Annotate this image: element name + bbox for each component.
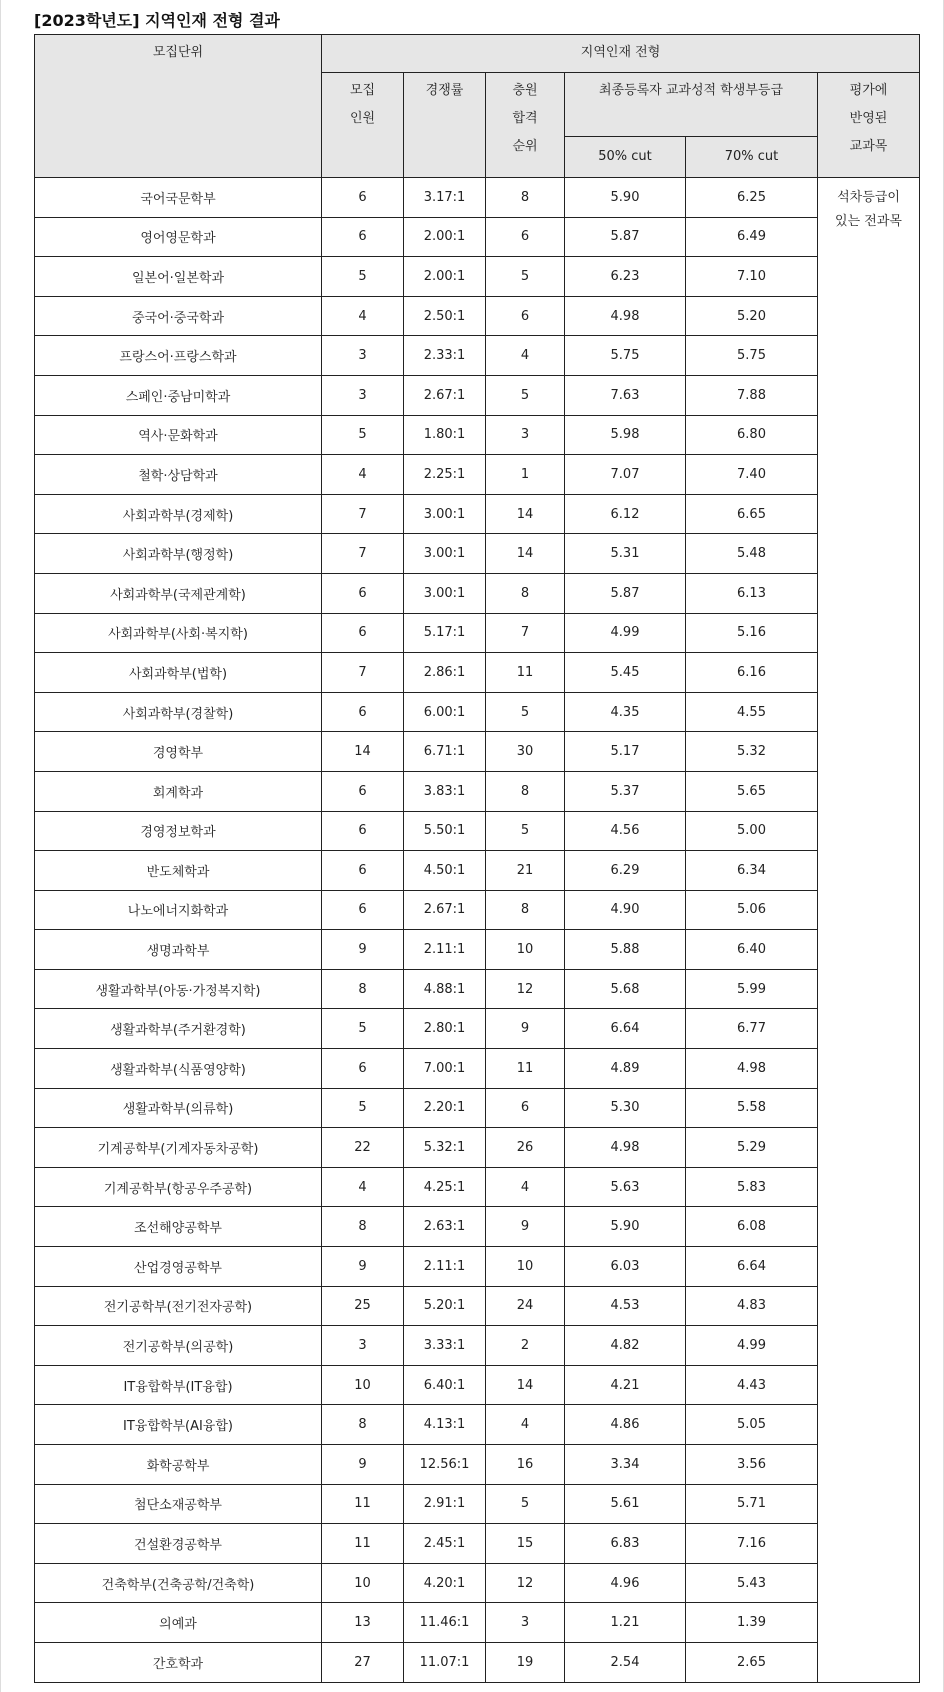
- cell-rank: 4: [486, 1405, 565, 1445]
- cell-cut50: 5.37: [565, 771, 686, 811]
- cell-unit: 역사·문화학과: [35, 415, 322, 455]
- cell-cut70: 5.20: [686, 296, 818, 336]
- table-row: [35, 771, 920, 811]
- cell-cut50: 6.03: [565, 1247, 686, 1287]
- cell-unit: 나노에너지화학과: [35, 890, 322, 930]
- cell-cut50: 4.99: [565, 613, 686, 653]
- cell-cut50: 7.63: [565, 375, 686, 415]
- cell-rank: 6: [486, 217, 565, 257]
- cell-rank: 14: [486, 534, 565, 574]
- cell-quota: 10: [322, 1563, 404, 1603]
- cell-cut70: 5.83: [686, 1167, 818, 1207]
- table-row: [35, 1247, 920, 1287]
- cell-cut50: 5.30: [565, 1088, 686, 1128]
- cell-cut70: 5.75: [686, 336, 818, 376]
- cell-quota: 6: [322, 217, 404, 257]
- cell-rank: 24: [486, 1286, 565, 1326]
- table-row: [35, 455, 920, 495]
- cell-rank: 8: [486, 890, 565, 930]
- cell-competition: 2.11:1: [404, 930, 486, 970]
- cell-rank: 5: [486, 257, 565, 297]
- page-title: [2023학년도] 지역인재 전형 결과: [34, 11, 280, 30]
- cell-unit: 기계공학부(기계자동차공학): [35, 1128, 322, 1168]
- cell-quota: 5: [322, 1009, 404, 1049]
- cell-unit: 기계공학부(항공우주공학): [35, 1167, 322, 1207]
- cell-cut70: 7.88: [686, 375, 818, 415]
- cell-cut50: 5.63: [565, 1167, 686, 1207]
- cell-quota: 6: [322, 1049, 404, 1089]
- cell-rank: 5: [486, 1484, 565, 1524]
- cell-quota: 8: [322, 969, 404, 1009]
- cell-rank: 10: [486, 1247, 565, 1287]
- cell-cut50: 4.56: [565, 811, 686, 851]
- cell-unit: 생명과학부: [35, 930, 322, 970]
- cell-rank: 9: [486, 1009, 565, 1049]
- table-row: [35, 1603, 920, 1643]
- cell-competition: 3.17:1: [404, 178, 486, 218]
- cell-cut50: 4.98: [565, 296, 686, 336]
- cell-cut50: 3.34: [565, 1445, 686, 1485]
- cell-quota: 6: [322, 890, 404, 930]
- cell-rank: 15: [486, 1524, 565, 1564]
- cell-quota: 22: [322, 1128, 404, 1168]
- cell-rank: 14: [486, 1365, 565, 1405]
- cell-cut50: 6.83: [565, 1524, 686, 1564]
- cell-unit: 중국어·중국학과: [35, 296, 322, 336]
- cell-quota: 6: [322, 573, 404, 613]
- cell-unit: 사회과학부(행정학): [35, 534, 322, 574]
- cell-cut50: 4.89: [565, 1049, 686, 1089]
- cell-competition: 5.50:1: [404, 811, 486, 851]
- cell-cut50: 1.21: [565, 1603, 686, 1643]
- cell-competition: 2.33:1: [404, 336, 486, 376]
- cell-cut70: 5.29: [686, 1128, 818, 1168]
- table-row: [35, 1286, 920, 1326]
- header-rank: 충원 합격 순위: [486, 73, 565, 178]
- cell-unit: 생활과학부(식품영양학): [35, 1049, 322, 1089]
- cell-rank: 12: [486, 1563, 565, 1603]
- cell-quota: 6: [322, 851, 404, 891]
- cell-subjects: 석차등급이 있는 전과목: [818, 178, 920, 1683]
- cell-cut70: 6.40: [686, 930, 818, 970]
- cell-quota: 6: [322, 178, 404, 218]
- cell-rank: 21: [486, 851, 565, 891]
- cell-cut70: 4.83: [686, 1286, 818, 1326]
- cell-rank: 19: [486, 1642, 565, 1682]
- cell-competition: 4.50:1: [404, 851, 486, 891]
- cell-cut70: 6.25: [686, 178, 818, 218]
- cell-rank: 4: [486, 336, 565, 376]
- cell-cut50: 5.88: [565, 930, 686, 970]
- cell-rank: 12: [486, 969, 565, 1009]
- cell-cut70: 5.00: [686, 811, 818, 851]
- cell-cut70: 6.77: [686, 1009, 818, 1049]
- cell-competition: 2.80:1: [404, 1009, 486, 1049]
- cell-quota: 7: [322, 534, 404, 574]
- cell-competition: 5.17:1: [404, 613, 486, 653]
- cell-unit: 사회과학부(경찰학): [35, 692, 322, 732]
- cell-cut70: 4.55: [686, 692, 818, 732]
- cell-competition: 4.13:1: [404, 1405, 486, 1445]
- table-row: [35, 534, 920, 574]
- header-subjects: 평가에 반영된 교과목: [818, 73, 920, 178]
- cell-competition: 2.67:1: [404, 890, 486, 930]
- table-row: [35, 1524, 920, 1564]
- cell-quota: 10: [322, 1365, 404, 1405]
- cell-quota: 3: [322, 1326, 404, 1366]
- header-grades: 최종등록자 교과성적 학생부등급: [565, 73, 818, 137]
- cell-rank: 26: [486, 1128, 565, 1168]
- cell-competition: 2.00:1: [404, 257, 486, 297]
- cell-unit: 영어영문학과: [35, 217, 322, 257]
- table-row: [35, 1484, 920, 1524]
- cell-unit: 국어국문학부: [35, 178, 322, 218]
- cell-unit: 건설환경공학부: [35, 1524, 322, 1564]
- cell-rank: 1: [486, 455, 565, 495]
- cell-unit: 생활과학부(아동·가정복지학): [35, 969, 322, 1009]
- cell-quota: 13: [322, 1603, 404, 1643]
- cell-competition: 2.45:1: [404, 1524, 486, 1564]
- table-row: [35, 336, 920, 376]
- cell-cut70: 5.99: [686, 969, 818, 1009]
- table-row: [35, 1009, 920, 1049]
- cell-cut70: 4.43: [686, 1365, 818, 1405]
- table-row: [35, 653, 920, 693]
- cell-quota: 4: [322, 296, 404, 336]
- cell-competition: 6.71:1: [404, 732, 486, 772]
- cell-cut70: 5.48: [686, 534, 818, 574]
- cell-cut70: 5.06: [686, 890, 818, 930]
- cell-rank: 9: [486, 1207, 565, 1247]
- table-row: [35, 1128, 920, 1168]
- table-row: [35, 573, 920, 613]
- cell-unit: 전기공학부(전기전자공학): [35, 1286, 322, 1326]
- cell-unit: 산업경영공학부: [35, 1247, 322, 1287]
- table-row: [35, 375, 920, 415]
- table-row: [35, 1445, 920, 1485]
- cell-competition: 7.00:1: [404, 1049, 486, 1089]
- cell-cut70: 5.65: [686, 771, 818, 811]
- cell-quota: 3: [322, 375, 404, 415]
- cell-quota: 6: [322, 613, 404, 653]
- cell-cut70: 6.16: [686, 653, 818, 693]
- cell-competition: 3.00:1: [404, 573, 486, 613]
- table-row: [35, 890, 920, 930]
- cell-unit: 첨단소재공학부: [35, 1484, 322, 1524]
- cell-cut50: 4.98: [565, 1128, 686, 1168]
- cell-quota: 4: [322, 455, 404, 495]
- cell-unit: 간호학과: [35, 1642, 322, 1682]
- cell-competition: 2.86:1: [404, 653, 486, 693]
- cell-competition: 3.00:1: [404, 534, 486, 574]
- cell-quota: 8: [322, 1207, 404, 1247]
- cell-quota: 5: [322, 257, 404, 297]
- cell-rank: 5: [486, 811, 565, 851]
- cell-competition: 2.00:1: [404, 217, 486, 257]
- cell-competition: 2.50:1: [404, 296, 486, 336]
- cell-unit: 사회과학부(국제관계학): [35, 573, 322, 613]
- cell-competition: 6.00:1: [404, 692, 486, 732]
- cell-unit: 철학·상담학과: [35, 455, 322, 495]
- cell-quota: 11: [322, 1484, 404, 1524]
- table-row: [35, 811, 920, 851]
- cell-competition: 11.46:1: [404, 1603, 486, 1643]
- cell-rank: 5: [486, 692, 565, 732]
- cell-cut50: 5.87: [565, 573, 686, 613]
- cell-competition: 5.20:1: [404, 1286, 486, 1326]
- cell-unit: 경영학부: [35, 732, 322, 772]
- cell-cut70: 6.65: [686, 494, 818, 534]
- cell-quota: 14: [322, 732, 404, 772]
- cell-quota: 6: [322, 692, 404, 732]
- cell-cut50: 5.98: [565, 415, 686, 455]
- cell-rank: 11: [486, 653, 565, 693]
- cell-competition: 4.88:1: [404, 969, 486, 1009]
- cell-competition: 4.20:1: [404, 1563, 486, 1603]
- cell-competition: 4.25:1: [404, 1167, 486, 1207]
- cell-cut70: 5.32: [686, 732, 818, 772]
- cell-competition: 2.63:1: [404, 1207, 486, 1247]
- cell-cut70: 4.99: [686, 1326, 818, 1366]
- results-table: [34, 34, 920, 1683]
- cell-cut70: 5.71: [686, 1484, 818, 1524]
- cell-quota: 5: [322, 415, 404, 455]
- cell-unit: 생활과학부(주거환경학): [35, 1009, 322, 1049]
- cell-competition: 2.67:1: [404, 375, 486, 415]
- table-row: [35, 692, 920, 732]
- cell-rank: 2: [486, 1326, 565, 1366]
- cell-unit: IT융합학부(IT융합): [35, 1365, 322, 1405]
- table-row: [35, 969, 920, 1009]
- cell-quota: 9: [322, 1247, 404, 1287]
- cell-competition: 12.56:1: [404, 1445, 486, 1485]
- cell-competition: 5.32:1: [404, 1128, 486, 1168]
- cell-cut50: 5.75: [565, 336, 686, 376]
- table-row: [35, 1207, 920, 1247]
- cell-cut70: 7.40: [686, 455, 818, 495]
- header-competition: 경쟁률: [404, 73, 486, 178]
- cell-competition: 2.11:1: [404, 1247, 486, 1287]
- cell-cut70: 7.16: [686, 1524, 818, 1564]
- cell-cut50: 4.53: [565, 1286, 686, 1326]
- table-row: [35, 1365, 920, 1405]
- cell-unit: 사회과학부(사회·복지학): [35, 613, 322, 653]
- cell-cut70: 5.16: [686, 613, 818, 653]
- header-quota: 모집 인원: [322, 73, 404, 178]
- cell-quota: 25: [322, 1286, 404, 1326]
- table-row: [35, 1563, 920, 1603]
- cell-unit: 사회과학부(법학): [35, 653, 322, 693]
- cell-cut70: 3.56: [686, 1445, 818, 1485]
- cell-unit: 사회과학부(경제학): [35, 494, 322, 534]
- cell-rank: 16: [486, 1445, 565, 1485]
- cell-quota: 8: [322, 1405, 404, 1445]
- table-row: [35, 851, 920, 891]
- cell-competition: 2.20:1: [404, 1088, 486, 1128]
- table-row: [35, 217, 920, 257]
- header-track: 지역인재 전형: [322, 35, 920, 73]
- cell-cut50: 4.90: [565, 890, 686, 930]
- table-row: [35, 732, 920, 772]
- header-cut70: 70% cut: [686, 137, 818, 178]
- cell-cut70: 5.05: [686, 1405, 818, 1445]
- cell-cut70: 6.80: [686, 415, 818, 455]
- cell-rank: 3: [486, 1603, 565, 1643]
- cell-cut70: 6.13: [686, 573, 818, 613]
- cell-cut50: 6.23: [565, 257, 686, 297]
- table-row: [35, 1049, 920, 1089]
- cell-quota: 6: [322, 771, 404, 811]
- cell-unit: 스페인·중남미학과: [35, 375, 322, 415]
- cell-quota: 6: [322, 811, 404, 851]
- cell-competition: 1.80:1: [404, 415, 486, 455]
- cell-rank: 8: [486, 771, 565, 811]
- cell-quota: 7: [322, 653, 404, 693]
- cell-quota: 27: [322, 1642, 404, 1682]
- cell-cut70: 1.39: [686, 1603, 818, 1643]
- cell-cut50: 4.86: [565, 1405, 686, 1445]
- cell-cut50: 5.61: [565, 1484, 686, 1524]
- table-row: [35, 1642, 920, 1682]
- cell-cut70: 7.10: [686, 257, 818, 297]
- cell-unit: 반도체학과: [35, 851, 322, 891]
- table-row: [35, 1167, 920, 1207]
- table-row: [35, 613, 920, 653]
- cell-competition: 2.25:1: [404, 455, 486, 495]
- cell-cut50: 5.17: [565, 732, 686, 772]
- cell-unit: 전기공학부(의공학): [35, 1326, 322, 1366]
- cell-rank: 4: [486, 1167, 565, 1207]
- cell-quota: 9: [322, 930, 404, 970]
- table-row: [35, 257, 920, 297]
- cell-cut70: 2.65: [686, 1642, 818, 1682]
- cell-unit: 회계학과: [35, 771, 322, 811]
- cell-competition: 3.83:1: [404, 771, 486, 811]
- table-row: [35, 494, 920, 534]
- cell-rank: 5: [486, 375, 565, 415]
- table-row: [35, 1088, 920, 1128]
- cell-unit: 생활과학부(의류학): [35, 1088, 322, 1128]
- cell-rank: 8: [486, 178, 565, 218]
- cell-cut50: 5.90: [565, 178, 686, 218]
- cell-cut50: 5.31: [565, 534, 686, 574]
- cell-cut50: 5.90: [565, 1207, 686, 1247]
- cell-cut70: 5.58: [686, 1088, 818, 1128]
- cell-quota: 11: [322, 1524, 404, 1564]
- cell-rank: 7: [486, 613, 565, 653]
- cell-cut50: 6.29: [565, 851, 686, 891]
- cell-cut50: 6.12: [565, 494, 686, 534]
- header-unit: 모집단위: [35, 35, 322, 178]
- cell-competition: 6.40:1: [404, 1365, 486, 1405]
- cell-competition: 3.00:1: [404, 494, 486, 534]
- cell-rank: 8: [486, 573, 565, 613]
- cell-quota: 9: [322, 1445, 404, 1485]
- cell-cut70: 4.98: [686, 1049, 818, 1089]
- cell-unit: IT융합학부(AI융합): [35, 1405, 322, 1445]
- cell-cut50: 7.07: [565, 455, 686, 495]
- cell-rank: 30: [486, 732, 565, 772]
- cell-cut50: 2.54: [565, 1642, 686, 1682]
- table-row: [35, 930, 920, 970]
- table-row: [35, 1326, 920, 1366]
- cell-unit: 의예과: [35, 1603, 322, 1643]
- cell-unit: 조선해양공학부: [35, 1207, 322, 1247]
- cell-unit: 일본어·일본학과: [35, 257, 322, 297]
- cell-rank: 14: [486, 494, 565, 534]
- cell-quota: 7: [322, 494, 404, 534]
- cell-quota: 4: [322, 1167, 404, 1207]
- cell-quota: 5: [322, 1088, 404, 1128]
- cell-cut50: 4.21: [565, 1365, 686, 1405]
- table-row: [35, 1405, 920, 1445]
- cell-quota: 3: [322, 336, 404, 376]
- cell-rank: 11: [486, 1049, 565, 1089]
- cell-cut70: 6.64: [686, 1247, 818, 1287]
- table-row: [35, 415, 920, 455]
- table-body: [35, 178, 920, 1683]
- cell-unit: 경영정보학과: [35, 811, 322, 851]
- header-cut50: 50% cut: [565, 137, 686, 178]
- cell-cut70: 5.43: [686, 1563, 818, 1603]
- cell-competition: 2.91:1: [404, 1484, 486, 1524]
- cell-cut50: 4.82: [565, 1326, 686, 1366]
- cell-cut70: 6.08: [686, 1207, 818, 1247]
- cell-cut50: 6.64: [565, 1009, 686, 1049]
- cell-cut50: 5.45: [565, 653, 686, 693]
- cell-competition: 3.33:1: [404, 1326, 486, 1366]
- cell-rank: 6: [486, 296, 565, 336]
- cell-cut50: 5.68: [565, 969, 686, 1009]
- table-row: [35, 178, 920, 218]
- cell-unit: 프랑스어·프랑스학과: [35, 336, 322, 376]
- cell-cut50: 4.35: [565, 692, 686, 732]
- cell-rank: 3: [486, 415, 565, 455]
- cell-unit: 화학공학부: [35, 1445, 322, 1485]
- cell-rank: 6: [486, 1088, 565, 1128]
- cell-cut50: 5.87: [565, 217, 686, 257]
- table-row: [35, 296, 920, 336]
- cell-rank: 10: [486, 930, 565, 970]
- cell-cut70: 6.34: [686, 851, 818, 891]
- cell-cut50: 4.96: [565, 1563, 686, 1603]
- cell-competition: 11.07:1: [404, 1642, 486, 1682]
- cell-cut70: 6.49: [686, 217, 818, 257]
- cell-unit: 건축학부(건축공학/건축학): [35, 1563, 322, 1603]
